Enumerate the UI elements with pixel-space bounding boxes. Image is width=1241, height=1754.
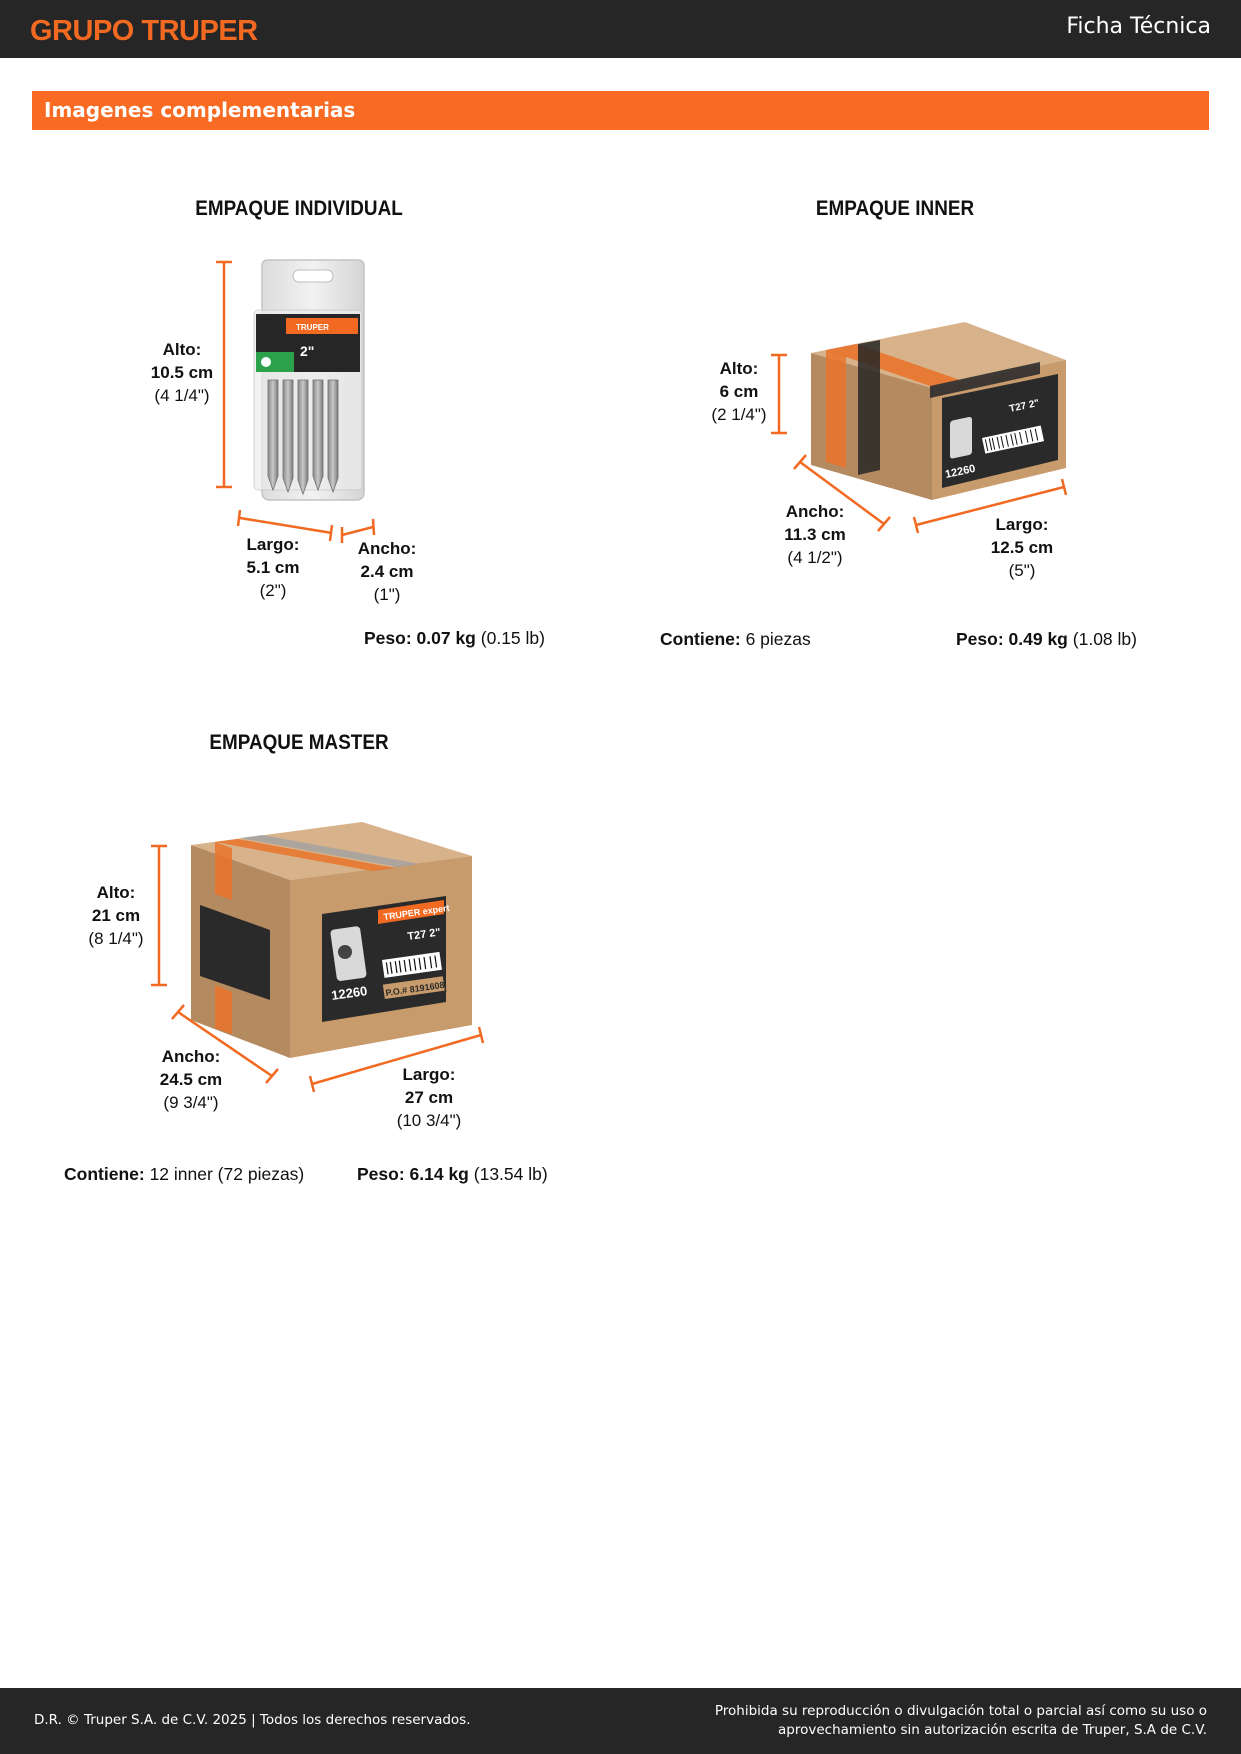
dimension-value: 6 cm (719, 382, 759, 401)
inner-weight (956, 629, 1137, 650)
dimension-value: 11.3 cm (784, 525, 846, 544)
svg-text:T27 2": T27 2" (1008, 397, 1041, 415)
weight-imperial: (1.08 lb) (1072, 629, 1137, 649)
weight-imperial: (0.15 lb) (480, 628, 545, 648)
contents-key: Contiene: (660, 629, 741, 649)
footer-notice-line2: aprovechamiento sin autorización escrita de Truper, S.A de C.V. (778, 1722, 1207, 1738)
svg-text:2": 2" (300, 343, 315, 359)
weight-key: Peso: (364, 628, 412, 648)
dimension-value: 5.1 cm (246, 558, 300, 577)
master-largo-label (379, 1063, 479, 1132)
contents-value: 12 inner (72 piezas) (149, 1164, 305, 1184)
inner-alto-label (689, 357, 789, 426)
weight-key: Peso: (956, 629, 1004, 649)
svg-text:12260: 12260 (330, 983, 369, 1003)
master-alto-label (66, 881, 166, 950)
individual-package-image (254, 260, 364, 500)
inner-ancho-label (765, 500, 865, 569)
dimension-imperial: (2 1/4") (711, 405, 767, 424)
svg-text:TRUPER expert: TRUPER expert (382, 902, 451, 922)
document-type-label: Ficha Técnica (1066, 14, 1211, 39)
individual-alto-label (132, 338, 232, 407)
dimension-imperial: (8 1/4") (88, 929, 144, 948)
inner-contents (660, 629, 811, 650)
individual-weight (364, 628, 545, 649)
weight-key: Peso: (357, 1164, 405, 1184)
weight-value: 6.14 kg (409, 1164, 469, 1184)
dimension-imperial: (4 1/4") (154, 386, 210, 405)
footer-bar (0, 1688, 1241, 1754)
grupo-truper-logo: GRUPO TRUPER (30, 15, 258, 47)
dimension-key: Alto: (162, 340, 202, 359)
svg-text:TRUPER: TRUPER (296, 323, 329, 332)
dimension-value: 12.5 cm (990, 538, 1054, 557)
dimension-value: 10.5 cm (150, 363, 214, 382)
dimension-imperial: (4 1/2") (787, 548, 843, 567)
po-number-text: P.O.# 8191608 (384, 979, 446, 998)
dimension-key: Alto: (96, 883, 136, 902)
master-weight (357, 1164, 548, 1185)
dimension-key: Ancho: (161, 1047, 221, 1066)
master-box-image (191, 822, 472, 1058)
dimension-imperial: (2") (259, 581, 287, 600)
svg-text:12260: 12260 (944, 462, 977, 481)
dimension-imperial: (5") (1008, 561, 1036, 580)
dimension-key: Alto: (719, 359, 759, 378)
footer-copyright: D.R. © Truper S.A. de C.V. 2025 | Todos los derechos reservados. (34, 1712, 471, 1728)
dimension-imperial: (10 3/4") (396, 1111, 462, 1130)
individual-ancho-label (337, 537, 437, 606)
inner-package-title: EMPAQUE INNER (815, 197, 975, 220)
dimension-imperial: (1") (373, 585, 401, 604)
dimension-key: Ancho: (785, 502, 845, 521)
master-contents (64, 1164, 304, 1185)
master-ancho-label (141, 1045, 241, 1114)
dimension-key: Largo: (995, 515, 1049, 534)
contents-value: 6 piezas (745, 629, 811, 649)
weight-value: 0.49 kg (1008, 629, 1068, 649)
master-package-title: EMPAQUE MASTER (209, 731, 389, 754)
inner-largo-label (972, 513, 1072, 582)
footer-notice-line1: Prohibida su reproducción o divulgación total o parcial así como su uso o (714, 1703, 1207, 1719)
dimension-value: 27 cm (404, 1088, 454, 1107)
dimension-value: 21 cm (91, 906, 141, 925)
section-title: Imagenes complementarias (44, 98, 356, 122)
dimension-imperial: (9 3/4") (163, 1093, 219, 1112)
dimension-value: 24.5 cm (159, 1070, 223, 1089)
footer-legal-notice (647, 1702, 1207, 1740)
weight-imperial: (13.54 lb) (473, 1164, 548, 1184)
inner-box-image (811, 322, 1066, 500)
svg-text:T27 2": T27 2" (406, 926, 442, 943)
dimension-key: Largo: (246, 535, 300, 554)
dimension-value: 2.4 cm (360, 562, 414, 581)
dimension-key: Largo: (402, 1065, 456, 1084)
individual-largo-label (223, 533, 323, 602)
individual-package-title: EMPAQUE INDIVIDUAL (195, 197, 403, 220)
dimension-key: Ancho: (357, 539, 417, 558)
contents-key: Contiene: (64, 1164, 145, 1184)
weight-value: 0.07 kg (416, 628, 476, 648)
